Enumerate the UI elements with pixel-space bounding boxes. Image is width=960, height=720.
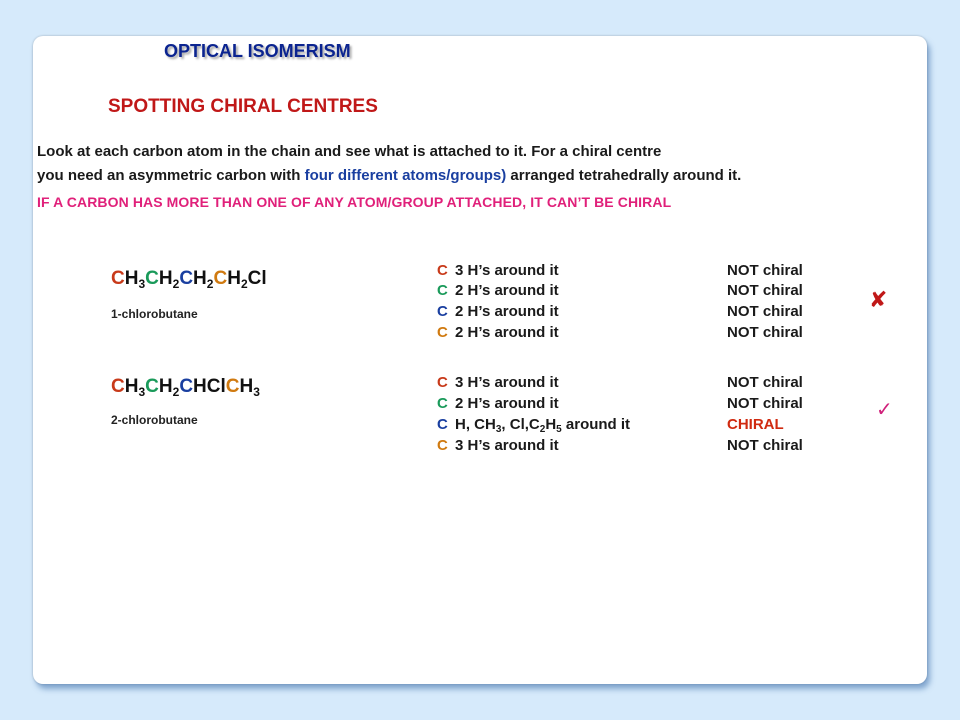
- carbon-row: C 2 H’s around it: [437, 395, 559, 412]
- status-label-chiral: CHIRAL: [727, 416, 784, 433]
- slide-card: [33, 36, 927, 684]
- compound-name: 2-chlorobutane: [111, 413, 198, 427]
- page-title: OPTICAL ISOMERISM: [164, 41, 351, 61]
- check-icon: ✓: [876, 399, 893, 421]
- intro-line-2-post: arranged tetrahedrally around it.: [506, 167, 742, 184]
- intro-line-2-pre: you need an asymmetric carbon with: [37, 167, 305, 184]
- carbon-row: C H, $CH_3$, $Cl,C_2H_5$ around it: [437, 416, 631, 435]
- status-label: NOT chiral: [727, 437, 803, 454]
- formula-1-chlorobutane: $CH_3CH_2CH_2CH_2Cl$: [111, 268, 267, 291]
- status-label: NOT chiral: [727, 262, 803, 279]
- compound-name: 1-chlorobutane: [111, 307, 198, 321]
- intro-line-1: Look at each carbon atom in the chain and see what is attached to it. For a chiral centre: [37, 143, 662, 160]
- status-label: NOT chiral: [727, 324, 803, 341]
- carbon-row: C 3 H’s around it: [437, 374, 559, 391]
- status-label: NOT chiral: [727, 303, 803, 320]
- carbon-row: C 2 H’s around it: [437, 303, 559, 320]
- warning-text: IF A CARBON HAS MORE THAN ONE OF ANY ATOM/GROUP ATTACHED, IT CAN’T BE CHIRAL: [37, 194, 672, 210]
- section-subtitle: SPOTTING CHIRAL CENTRES: [108, 96, 378, 117]
- status-label: NOT chiral: [727, 282, 803, 299]
- status-label: NOT chiral: [727, 395, 803, 412]
- carbon-row: C 3 H’s around it: [437, 262, 559, 279]
- cross-icon: ✘: [869, 287, 888, 312]
- carbon-row: C 2 H’s around it: [437, 324, 559, 341]
- formula-2-chlorobutane: $CH_3CH_2CHClCH_3$: [111, 376, 260, 399]
- intro-line-2-highlight: four different atoms/groups): [304, 167, 507, 184]
- carbon-row: C 2 H’s around it: [437, 282, 559, 299]
- carbon-row: C 3 H’s around it: [437, 437, 559, 454]
- status-label: NOT chiral: [727, 374, 803, 391]
- intro-line-2: [37, 167, 741, 184]
